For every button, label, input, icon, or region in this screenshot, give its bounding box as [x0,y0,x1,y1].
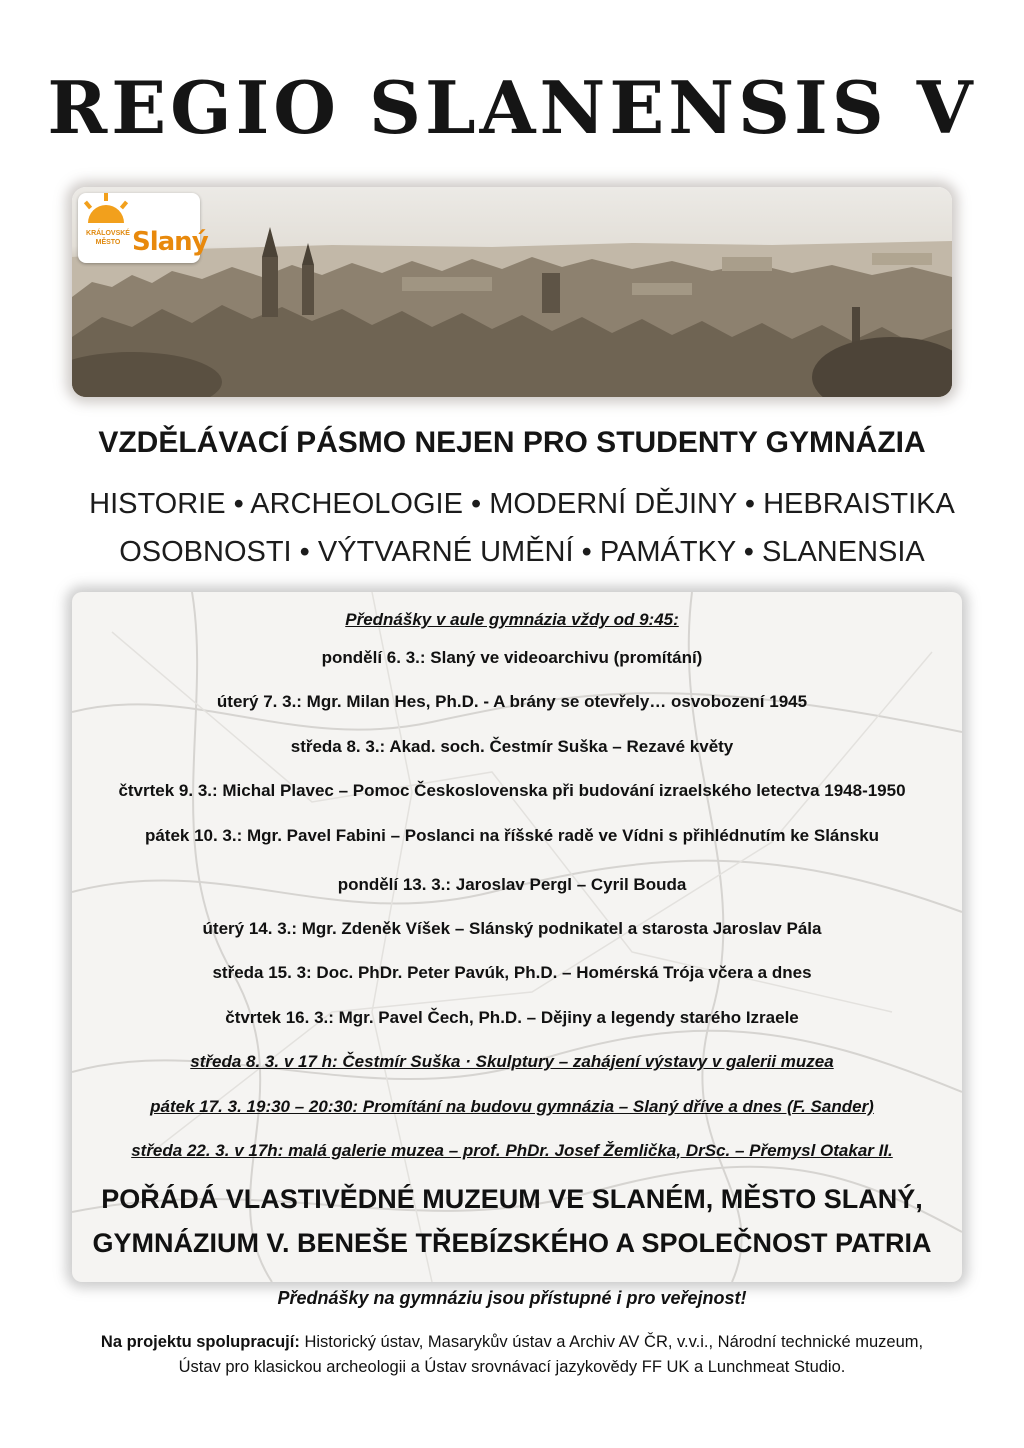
public-access-note: Přednášky na gymnáziu jsou přístupné i pro veřejnost! [277,1288,747,1308]
partners-note [80,1330,944,1380]
program-subtitle: VZDĚLÁVACÍ PÁSMO NEJEN PRO STUDENTY GYMNÁZIA [98,426,926,459]
lecture-item: středa 15. 3: Doc. PhDr. Peter Pavúk, Ph.D. – Homérská Trója včera a dnes [212,963,812,982]
lecture-item: středa 8. 3.: Akad. soch. Čestmír Suška – Rezavé květy [290,737,734,756]
town-panorama-photo [72,187,952,397]
schedule-panel [72,592,962,1282]
lecture-item: úterý 7. 3.: Mgr. Milan Hes, Ph.D. - A brány se otevřely… osvobození 1945 [216,692,808,711]
logo-wordmark: Slaný [132,227,208,257]
schedule-heading: Přednášky v aule gymnázia vždy od 9:45: [345,610,679,629]
organizers-line-2: GYMNÁZIUM V. BENEŠE TŘEBÍZSKÉHO A SPOLEČNOST PATRIA [92,1228,932,1258]
lecture-item: čtvrtek 16. 3.: Mgr. Pavel Čech, Ph.D. – Dějiny a legendy starého Izraele [225,1008,799,1027]
lecture-item: úterý 14. 3.: Mgr. Zdeněk Víšek – Slánský podnikatel a starosta Jaroslav Pála [202,919,822,938]
topics-line-1: HISTORIE • ARCHEOLOGIE • MODERNÍ DĚJINY • HEBRAISTIKA [89,488,955,520]
organizers-line-1: POŘÁDÁ VLASTIVĚDNÉ MUZEUM VE SLANÉM, MĚSTO SLANÝ, [101,1184,923,1214]
poster-title: REGIO SLANENSIS V [47,65,977,150]
event-item: středa 8. 3. v 17 h: Čestmír Suška · Skulptury – zahájení výstavy v galerii muzea [190,1052,834,1071]
logo-caption: KRÁLOVSKÉ MĚSTO [86,230,130,246]
sun-icon [78,193,134,225]
partners-text: Historický ústav, Masarykův ústav a Archiv AV ČR, v.v.i., Národní technické muzeum, Ústav pro klasickou archeologii a Ústav srovnávací jazykovědy FF UK a Lunchmeat Studio. [178,1333,924,1376]
topics-line-2: OSOBNOSTI • VÝTVARNÉ UMĚNÍ • PAMÁTKY • SLANENSIA [119,536,925,568]
town-logo [78,193,208,263]
event-item: středa 22. 3. v 17h: malá galerie muzea – prof. PhDr. Josef Žemlička, DrSc. – Přemysl Otakar II. [131,1141,893,1160]
lecture-item: pátek 10. 3.: Mgr. Pavel Fabini – Poslanci na říšské radě ve Vídni s přihlédnutím ke Slánsku [144,826,880,845]
lecture-item: čtvrtek 9. 3.: Michal Plavec – Pomoc Československa při budování izraelského letectva 1948-1950 [118,781,906,800]
lecture-item: pondělí 6. 3.: Slaný ve videoarchivu (promítání) [321,648,703,667]
partners-label: Na projektu spolupracují: [100,1333,300,1351]
lecture-item: pondělí 13. 3.: Jaroslav Pergl – Cyril Bouda [337,875,687,894]
event-item: pátek 17. 3. 19:30 – 20:30: Promítání na budovu gymnázia – Slaný dříve a dnes (F. Sander) [150,1097,874,1116]
